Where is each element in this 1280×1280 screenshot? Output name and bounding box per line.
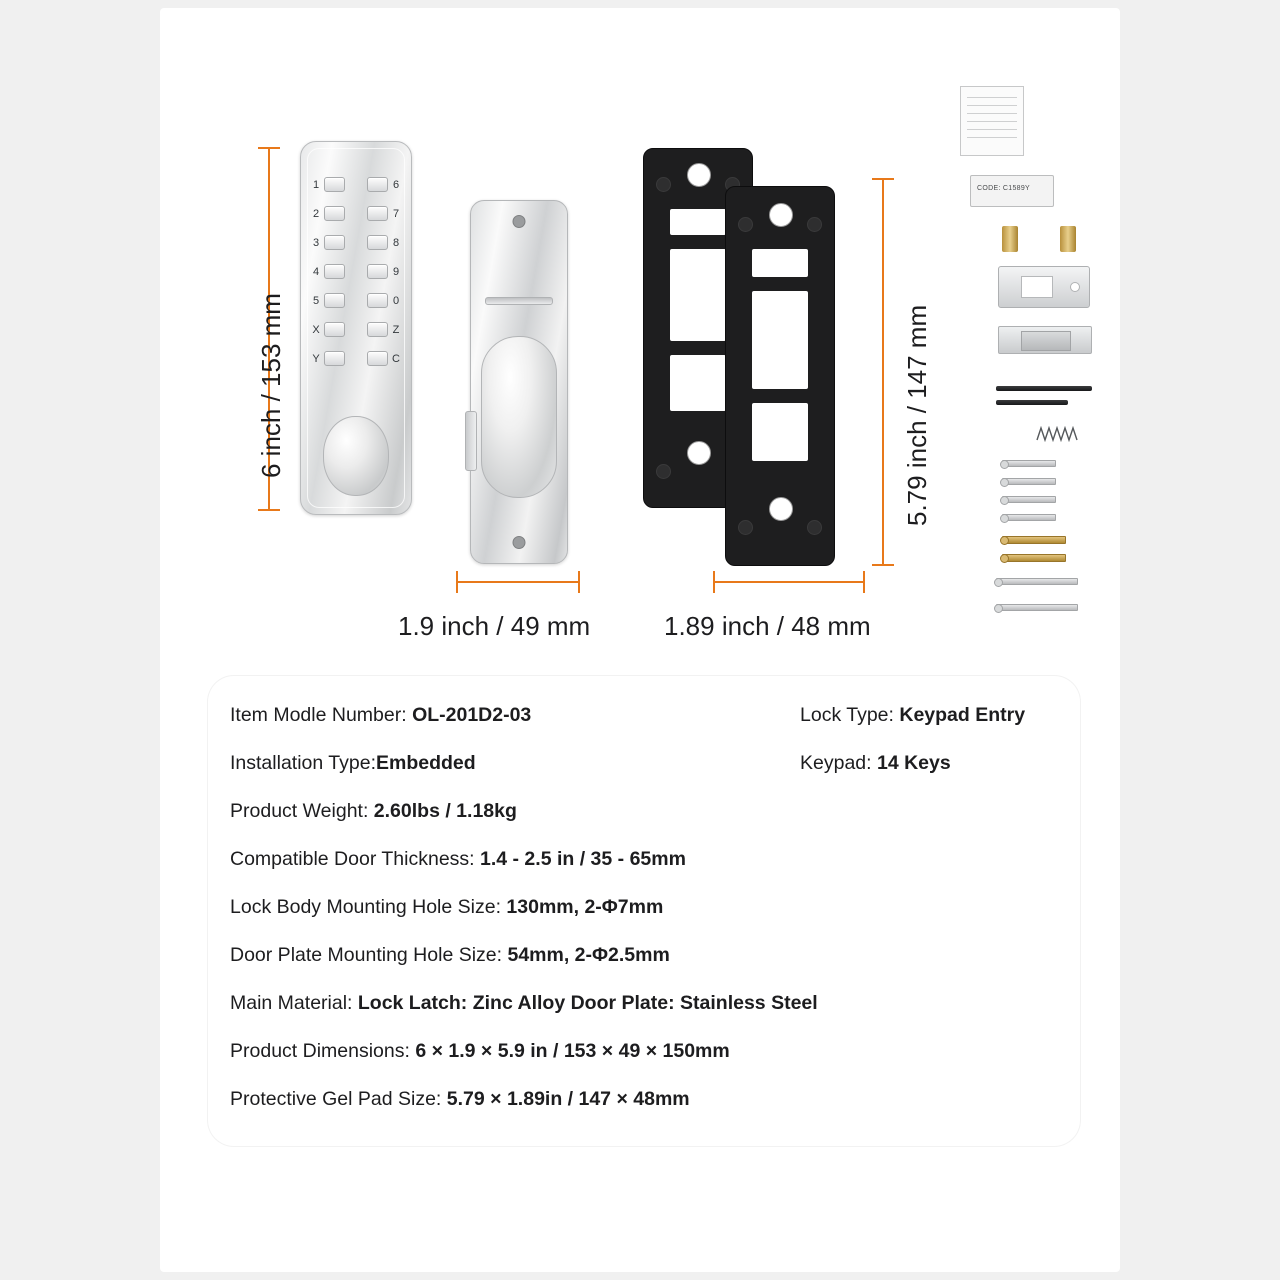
- lock-back-plate: [470, 200, 568, 564]
- dimension-label-gel-width: 1.89 inch / 48 mm: [664, 611, 871, 641]
- key-button[interactable]: [324, 293, 345, 308]
- spec-label: Protective Gel Pad Size:: [230, 1088, 447, 1110]
- key-button[interactable]: [367, 293, 388, 308]
- spring-svg: [1035, 426, 1081, 442]
- machine-screw: [1002, 514, 1056, 521]
- key-label: 2: [312, 207, 320, 220]
- wood-screw-long: [996, 578, 1078, 585]
- gel-pad-cutout: [670, 355, 726, 411]
- spec-label: Compatible Door Thickness:: [230, 848, 480, 870]
- dimension-line-gel-width: [713, 581, 865, 583]
- dimension-cap: [863, 571, 865, 593]
- strike-plate: [998, 266, 1090, 308]
- dimension-cap: [578, 571, 580, 593]
- key-label: 8: [392, 236, 400, 249]
- spec-value: 54mm, 2-Φ2.5mm: [507, 944, 670, 966]
- latch-tab: [465, 411, 477, 471]
- spec-value: OL-201D2-03: [412, 704, 532, 726]
- gel-pad-hole: [769, 497, 793, 521]
- dimension-label-gel-height: 5.79 inch / 147 mm: [902, 304, 932, 526]
- key-label: X: [312, 323, 320, 336]
- dimension-cap: [872, 564, 894, 566]
- front-knob: [323, 416, 389, 496]
- key-button[interactable]: [367, 235, 388, 250]
- keypad-row: [311, 286, 401, 315]
- spec-value: 130mm, 2-Φ7mm: [506, 896, 664, 918]
- spec-door-thickness: [230, 848, 686, 871]
- dimension-cap: [872, 178, 894, 180]
- code-card: [970, 175, 1054, 207]
- keypad-row: [311, 228, 401, 257]
- key-label: 0: [392, 294, 400, 307]
- spec-label: Door Plate Mounting Hole Size:: [230, 944, 508, 966]
- product-illustration: [160, 8, 1120, 668]
- spec-product-weight: [230, 800, 517, 823]
- spec-label: Lock Body Mounting Hole Size:: [230, 896, 507, 918]
- spec-keypad: [800, 752, 951, 775]
- spec-value: 2.60lbs / 1.18kg: [373, 800, 517, 822]
- key-label: 3: [312, 236, 320, 249]
- spec-label: Installation Type:: [230, 752, 376, 774]
- spec-label: Product Weight:: [230, 800, 374, 822]
- spec-gel-pad-size: [230, 1088, 690, 1111]
- key-label: 9: [392, 265, 400, 278]
- gel-pad-dot: [738, 217, 753, 232]
- spec-value: 6 × 1.9 × 5.9 in / 153 × 49 × 150mm: [415, 1040, 730, 1062]
- dimension-cap: [456, 571, 458, 593]
- keypad-row: [311, 199, 401, 228]
- machine-screw: [1002, 496, 1056, 503]
- spec-value: Keypad Entry: [899, 704, 1026, 726]
- gel-pad-hole: [769, 203, 793, 227]
- spec-value: 14 Keys: [876, 752, 951, 774]
- spec-value: 5.79 × 1.89in / 147 × 48mm: [446, 1088, 690, 1110]
- gel-pad-front: [725, 186, 835, 566]
- key-button[interactable]: [367, 322, 388, 337]
- key-button[interactable]: [367, 351, 388, 366]
- gel-pad-cutout: [752, 291, 808, 389]
- key-label: Y: [312, 352, 320, 365]
- spec-value: Lock Latch: Zinc Alloy Door Plate: Stainless Steel: [357, 992, 818, 1014]
- machine-screw: [1002, 478, 1056, 485]
- key-label: Z: [392, 323, 400, 336]
- keypad-lock-front: [300, 141, 412, 515]
- machine-screw: [1002, 460, 1056, 467]
- spec-label: Item Modle Number:: [230, 704, 413, 726]
- gel-pad-dot: [656, 464, 671, 479]
- dimension-label-height: 6 inch / 153 mm: [256, 293, 286, 478]
- dimension-cap: [258, 509, 280, 511]
- instruction-manual-icon: [960, 86, 1024, 156]
- gel-pad-hole: [687, 441, 711, 465]
- key-label: 7: [392, 207, 400, 220]
- specification-panel: [208, 676, 1080, 1146]
- spec-item-model-number: [230, 704, 531, 727]
- wood-screw-long: [996, 604, 1078, 611]
- key-label: C: [392, 352, 400, 365]
- back-plate-slot: [485, 297, 553, 305]
- dimension-line-gel-height: [882, 178, 884, 566]
- key-button[interactable]: [324, 351, 345, 366]
- spec-label: Product Dimensions:: [230, 1040, 416, 1062]
- dimension-line-width: [456, 581, 580, 583]
- spec-label: Lock Type:: [800, 704, 900, 726]
- spec-lock-body-hole-size: [230, 896, 663, 919]
- gel-pad-hole: [687, 163, 711, 187]
- code-card-text: CODE: C1589Y: [977, 185, 1031, 192]
- latch-plate: [998, 326, 1092, 354]
- spec-value: Embedded: [375, 752, 476, 774]
- key-button[interactable]: [367, 264, 388, 279]
- thumb-turn-knob: [481, 336, 557, 498]
- keypad-key-grid: [311, 170, 401, 373]
- key-button[interactable]: [324, 206, 345, 221]
- spec-main-material: [230, 992, 818, 1015]
- brass-screw-pair-left: [1002, 226, 1018, 252]
- gel-pad-dot: [656, 177, 671, 192]
- keypad-row: [311, 257, 401, 286]
- key-label: 1: [312, 178, 320, 191]
- spec-label: Keypad:: [800, 752, 877, 774]
- dimension-cap: [713, 571, 715, 593]
- keypad-row: [311, 315, 401, 344]
- brass-screw: [1002, 536, 1066, 544]
- gel-pad-dot: [807, 217, 822, 232]
- mounting-hole-icon: [513, 536, 526, 549]
- spec-label: Main Material:: [230, 992, 358, 1014]
- brass-screw: [1002, 554, 1066, 562]
- spec-product-dimensions: [230, 1040, 730, 1063]
- spec-door-plate-hole-size: [230, 944, 670, 967]
- dimension-label-width: 1.9 inch / 49 mm: [398, 611, 591, 641]
- brass-screw-pair-right: [1060, 226, 1076, 252]
- gel-pad-dot: [807, 520, 822, 535]
- spec-value: 1.4 - 2.5 in / 35 - 65mm: [480, 848, 686, 870]
- gel-pad-dot: [738, 520, 753, 535]
- key-button[interactable]: [324, 235, 345, 250]
- spring-icon: [1035, 426, 1081, 442]
- key-button[interactable]: [324, 264, 345, 279]
- key-button[interactable]: [324, 177, 345, 192]
- spec-lock-type: [800, 704, 1025, 727]
- keypad-row: [311, 344, 401, 373]
- gel-pad-cutout: [670, 209, 726, 235]
- spindle-rod-long: [996, 386, 1092, 391]
- mounting-hole-icon: [513, 215, 526, 228]
- key-button[interactable]: [367, 206, 388, 221]
- key-button[interactable]: [367, 177, 388, 192]
- spindle-rod-short: [996, 400, 1068, 405]
- key-label: 4: [312, 265, 320, 278]
- gel-pad-cutout: [670, 249, 726, 341]
- gel-pad-cutout: [752, 403, 808, 461]
- key-button[interactable]: [324, 322, 345, 337]
- keypad-row: [311, 170, 401, 199]
- gel-pad-cutout: [752, 249, 808, 277]
- spec-installation-type: [230, 752, 476, 775]
- key-label: 6: [392, 178, 400, 191]
- key-label: 5: [312, 294, 320, 307]
- dimension-cap: [258, 147, 280, 149]
